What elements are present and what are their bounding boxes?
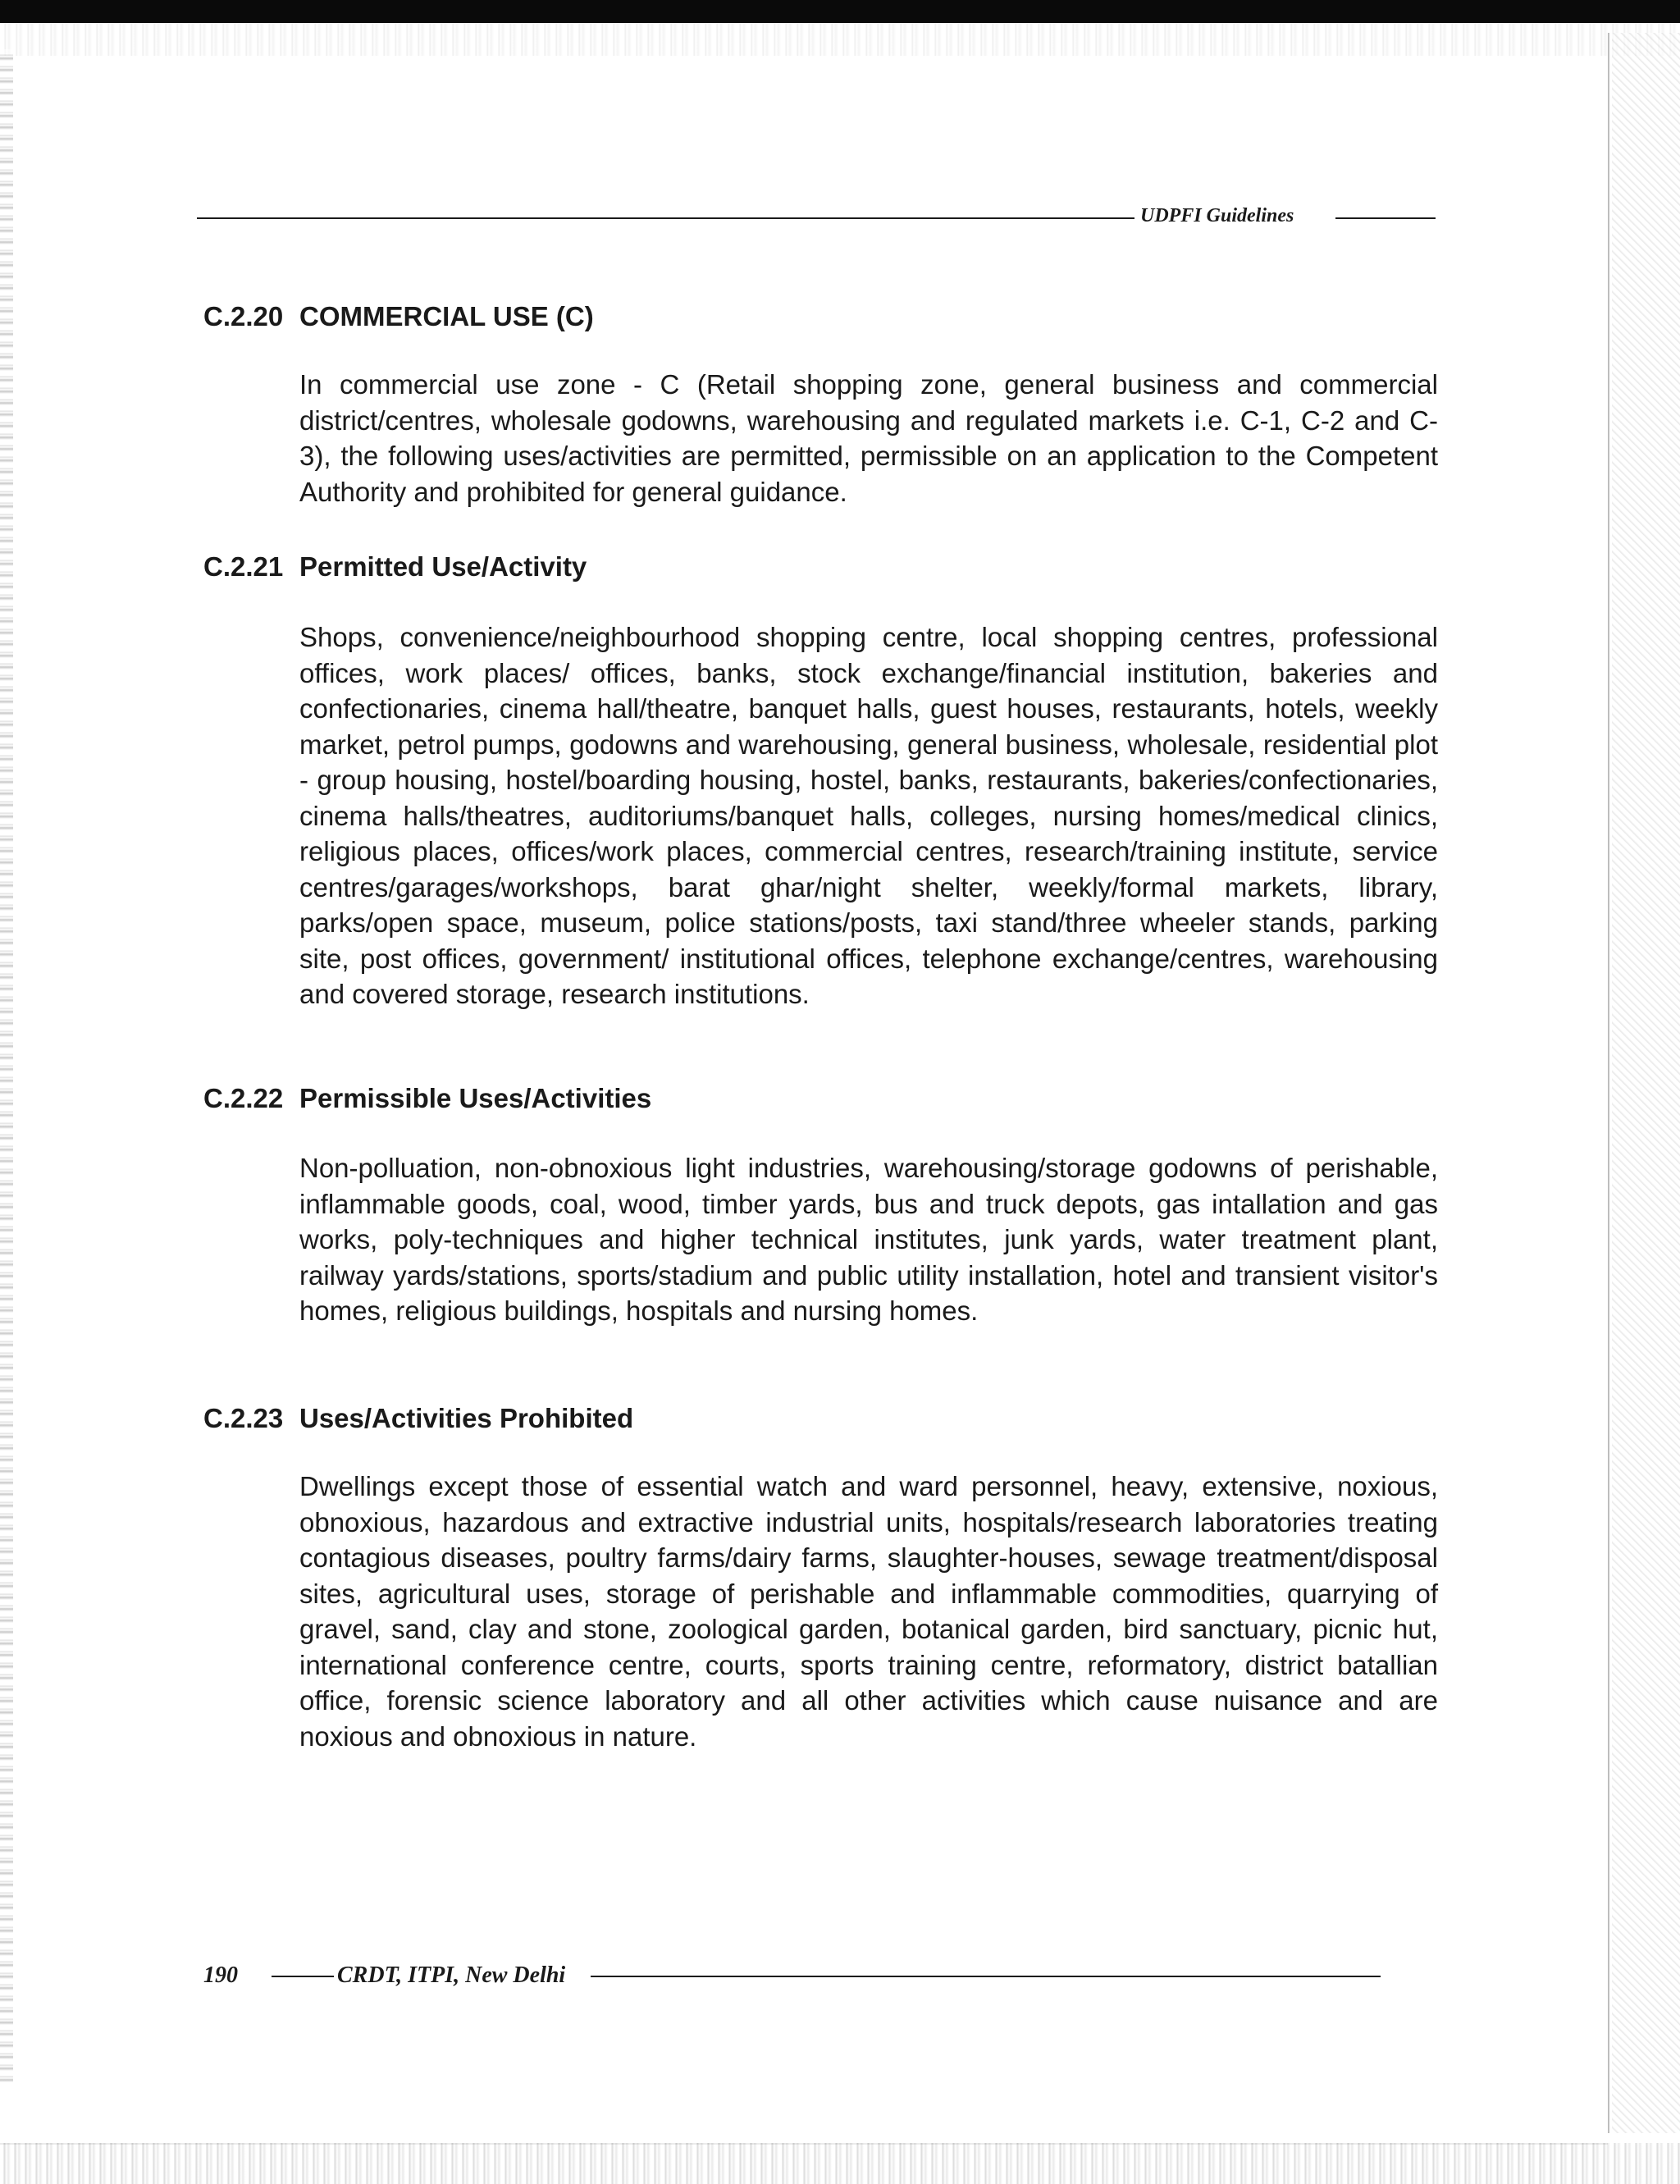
scan-left-edge	[0, 49, 13, 2084]
section-number: C.2.21	[203, 551, 284, 582]
section-heading-c-2-22	[203, 1082, 651, 1115]
scan-right-page-edge	[1608, 33, 1609, 2133]
section-heading-c-2-23	[203, 1402, 633, 1435]
section-body-c-2-20: In commercial use zone - C (Retail shopping zone, general business and commercial district/centres, wholesale godowns, warehousing and regulated markets i.e. C-1, C-2 and C-3), the following uses/activities are permitted, permissible on an application to the Competent Authority and prohibited for general guidance.	[299, 369, 1438, 507]
running-head-title: UDPFI Guidelines	[1140, 205, 1294, 226]
section-title: COMMERCIAL USE (C)	[299, 301, 594, 331]
section-number: C.2.20	[203, 301, 284, 331]
section-body-c-2-21: Shops, convenience/neighbourhood shopping centre, local shopping centres, professional offices, work places/ offices, banks, stock exchange/financial institution, bakeries and confectionaries, cinema hall/theatre, banquet halls, guest houses, restaurants, hotels, weekly market, petrol pumps, godowns and warehousing, general business, wholesale, residential plot - group housing, hostel/boarding housing, hostel, banks, restaurants, bakeries/confectionaries, cinema halls/theatres, auditoriums/banquet halls, colleges, nursing homes/medical clinics, religious places, offices/work places, commercial centres, research/training institute, service centres/garages/workshops, barat ghar/night shelter, weekly/formal markets, library, parks/open space, museum, police stations/posts, taxi stand/three wheeler stands, parking site, post offices, government/ institutional offices, telephone exchange/centres, warehousing and covered storage, research institutions.	[299, 622, 1438, 1009]
scan-top-noise	[0, 23, 1680, 56]
section-heading-c-2-21	[203, 551, 587, 583]
section-title: Uses/Activities Prohibited	[299, 1403, 634, 1433]
section-number: C.2.22	[203, 1083, 284, 1113]
scan-bottom-margin	[0, 2143, 1680, 2184]
footer-dash	[272, 1976, 334, 1977]
running-head-rule-right	[1335, 217, 1436, 219]
page-footer	[189, 1961, 1386, 1994]
section-body-c-2-23: Dwellings except those of essential watch and ward personnel, heavy, extensive, noxious, obnoxious, hazardous and extractive industrial units, hospitals/research laboratories treating contagious diseases, poultry farms/dairy farms, slaughter-houses, sewage treatment/disposal sites, agricultural uses, storage of perishable and inflammable commodities, quarrying of gravel, sand, clay and stone, zoological garden, botanical garden, bird sanctuary, picnic hut, international conference centre, courts, sports training centre, reformatory, district batallian office, forensic science laboratory and all other activities which cause nuisance and are noxious and obnoxious in nature.	[299, 1471, 1438, 1752]
running-head	[197, 203, 1436, 231]
scan-top-border	[0, 0, 1680, 23]
page-number: 190	[203, 1962, 238, 1988]
footer-organization: CRDT, ITPI, New Delhi	[337, 1962, 566, 1988]
scan-right-margin	[1612, 33, 1680, 2133]
footer-rule	[591, 1976, 1381, 1977]
section-title: Permissible Uses/Activities	[299, 1083, 652, 1113]
running-head-rule-left	[197, 217, 1134, 219]
section-title: Permitted Use/Activity	[299, 551, 587, 582]
section-number: C.2.23	[203, 1403, 284, 1433]
section-heading-c-2-20	[203, 300, 594, 333]
section-body-c-2-22: Non-polluation, non-obnoxious light industries, warehousing/storage godowns of perishable, inflammable goods, coal, wood, timber yards, bus and truck depots, gas intallation and gas works, poly-techniques and higher technical institutes, junk yards, water treatment plant, railway yards/stations, sports/stadium and public utility installation, hotel and transient visitor's homes, religious buildings, hospitals and nursing homes.	[299, 1153, 1438, 1326]
